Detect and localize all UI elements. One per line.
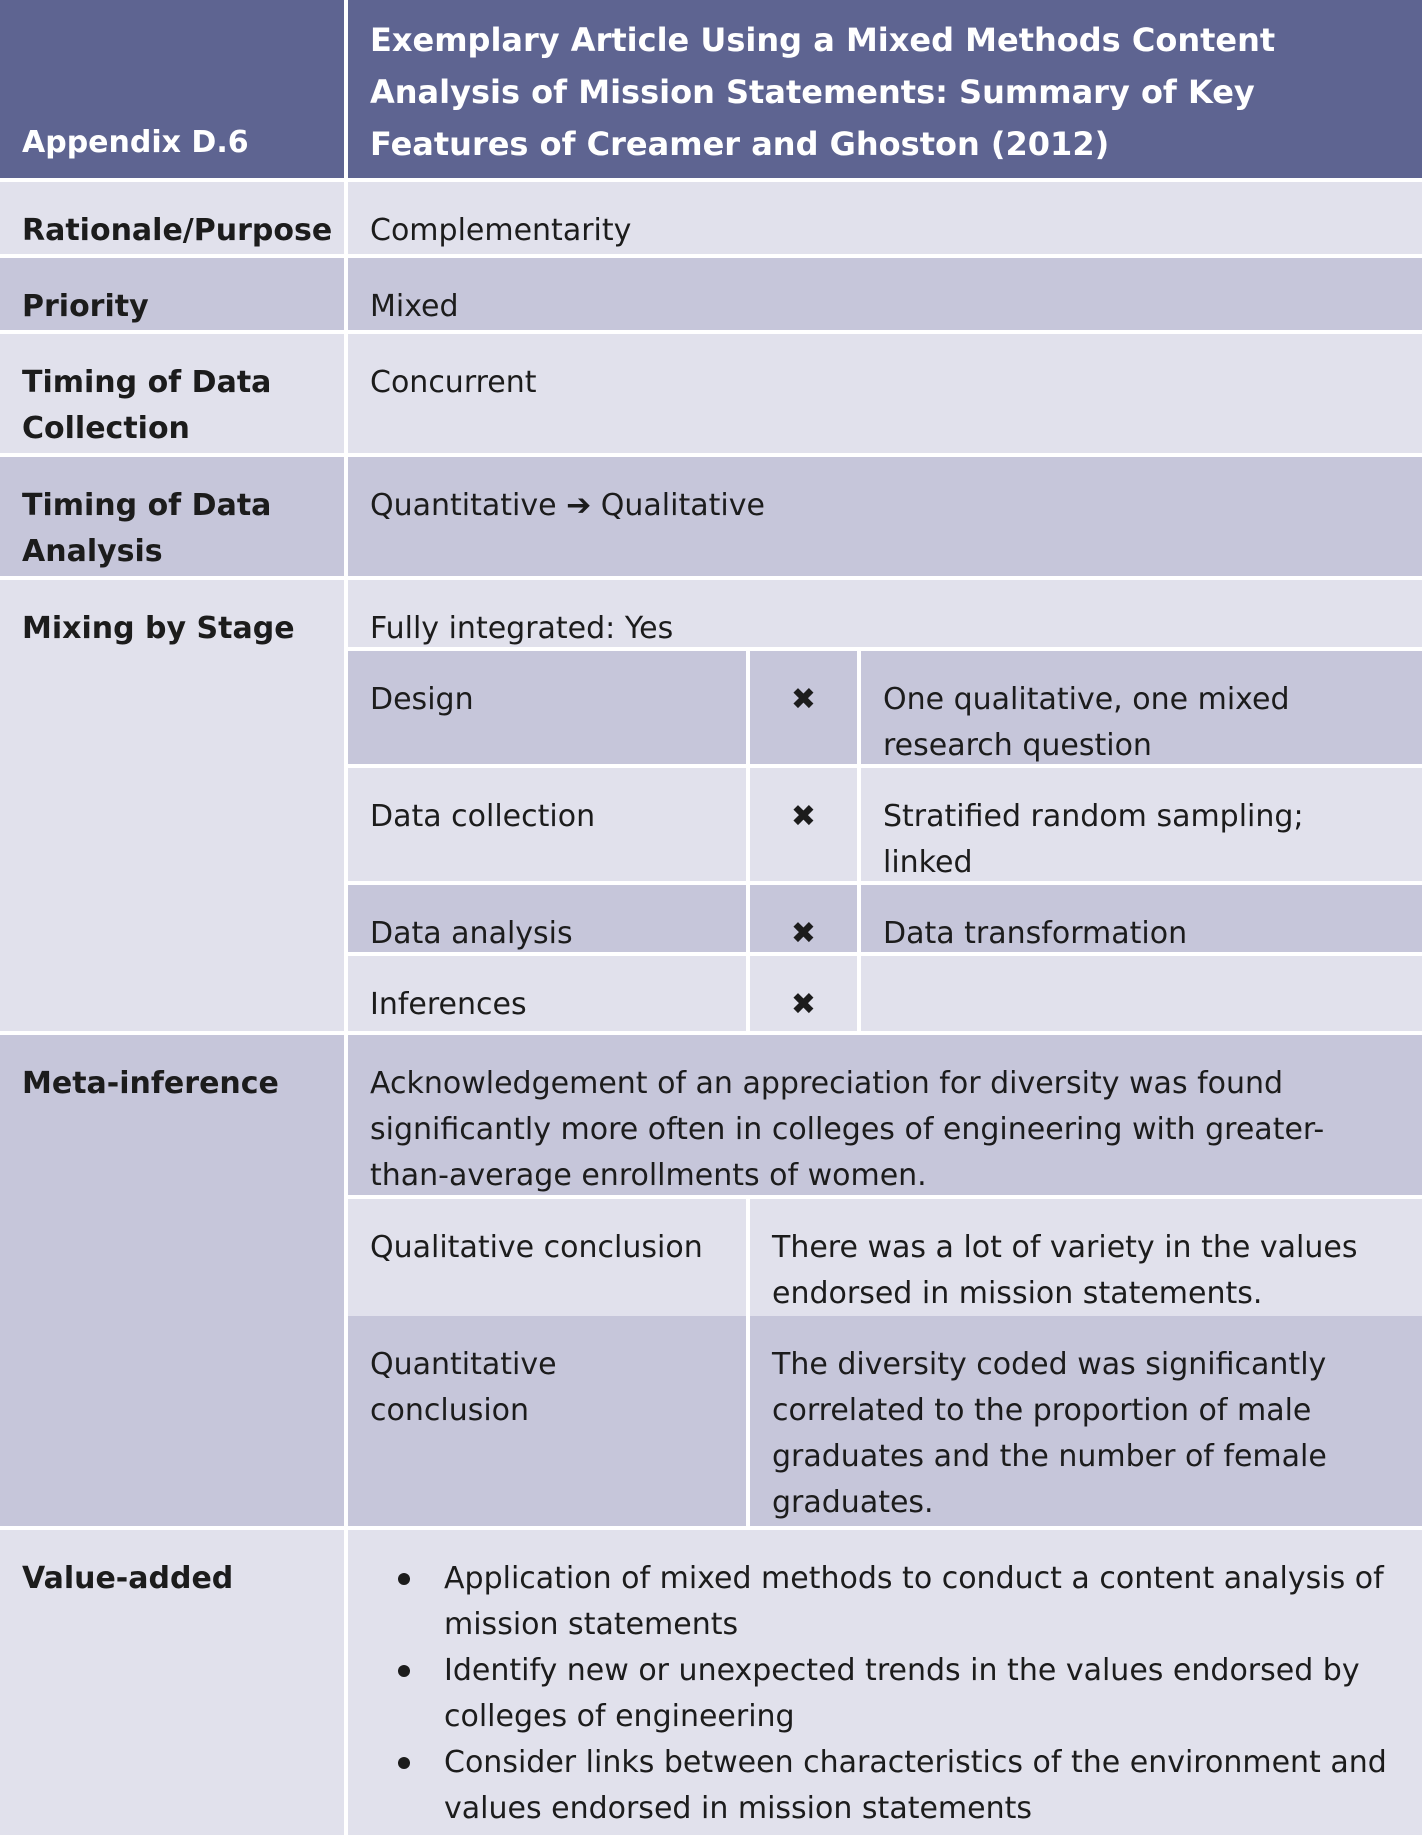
conclusion-type: Qualitative conclusion <box>348 1199 746 1317</box>
stage-name: Data analysis <box>348 885 746 952</box>
list-item-text: Application of mixed methods to conduct a content analysis of mission statements <box>444 1561 1384 1642</box>
conclusion-type: Quantitative conclusion <box>348 1316 746 1526</box>
row-label-meta: Meta-inference <box>0 1035 344 1526</box>
mixing-summary: Fully integrated: Yes <box>348 580 1422 647</box>
list-item <box>370 1648 1402 1740</box>
row-value-priority: Mixed <box>348 258 1422 330</box>
list-item-text: Identify new or unexpected trends in the values endorsed by colleges of engineering <box>444 1653 1360 1734</box>
row-label-mixing: Mixing by Stage <box>0 580 344 1031</box>
stage-mark: ✖ <box>750 885 857 952</box>
list-item-text: Consider links between characteristics of the environment and values endorsed in mission statements <box>444 1745 1387 1826</box>
row-label-value-added: Value-added <box>0 1530 344 1835</box>
conclusion-text: The diversity coded was significantly correlated to the proportion of male graduates and the number of female graduates. <box>750 1316 1422 1526</box>
row-label-priority: Priority <box>0 258 344 330</box>
conclusion-text: There was a lot of variety in the values endorsed in mission statements. <box>750 1199 1422 1317</box>
stage-mark: ✖ <box>750 768 857 881</box>
stage-note: One qualitative, one mixed research question <box>861 651 1422 764</box>
row-value-timing-collection: Concurrent <box>348 334 1422 453</box>
list-item <box>370 1740 1402 1832</box>
row-label-timing-analysis: Timing of Data Analysis <box>0 457 344 576</box>
conclusion-row <box>348 1316 1422 1526</box>
value-added-list <box>370 1556 1402 1832</box>
bullet-icon <box>398 1665 410 1677</box>
appendix-label <box>0 0 344 178</box>
stage-mark: ✖ <box>750 651 857 764</box>
bullet-icon <box>398 1757 410 1769</box>
stage-note <box>861 956 1422 1031</box>
row-value-rationale: Complementarity <box>348 182 1422 254</box>
row-value-timing-analysis: Quantitative ➔ Qualitative <box>348 457 1422 576</box>
bullet-icon <box>398 1573 410 1585</box>
value-added-list-cell <box>348 1530 1422 1835</box>
stage-note: Data transformation <box>861 885 1422 952</box>
list-item <box>370 1556 1402 1648</box>
stage-note: Stratified random sampling; linked <box>861 768 1422 881</box>
mixing-stages <box>348 651 1422 1031</box>
stage-name: Data collection <box>348 768 746 881</box>
table-title: Exemplary Article Using a Mixed Methods Content Analysis of Mission Statements: Summary of Key Features of Creamer and Ghoston (2012) <box>348 0 1422 178</box>
stage-name: Inferences <box>348 956 746 1031</box>
mixing-block <box>348 580 1422 1031</box>
meta-statement: Acknowledgement of an appreciation for diversity was found significantly more often in colleges of engineering with greater-than-average enrollments of women. <box>348 1035 1422 1195</box>
meta-block <box>348 1035 1422 1526</box>
stage-mark: ✖ <box>750 956 857 1031</box>
conclusion-row <box>348 1199 1422 1312</box>
stage-name: Design <box>348 651 746 764</box>
row-label-rationale: Rationale/Purpose <box>0 182 344 254</box>
appendix-label-text: Appendix D.6 <box>22 125 249 160</box>
row-label-timing-collection: Timing of Data Collection <box>0 334 344 453</box>
